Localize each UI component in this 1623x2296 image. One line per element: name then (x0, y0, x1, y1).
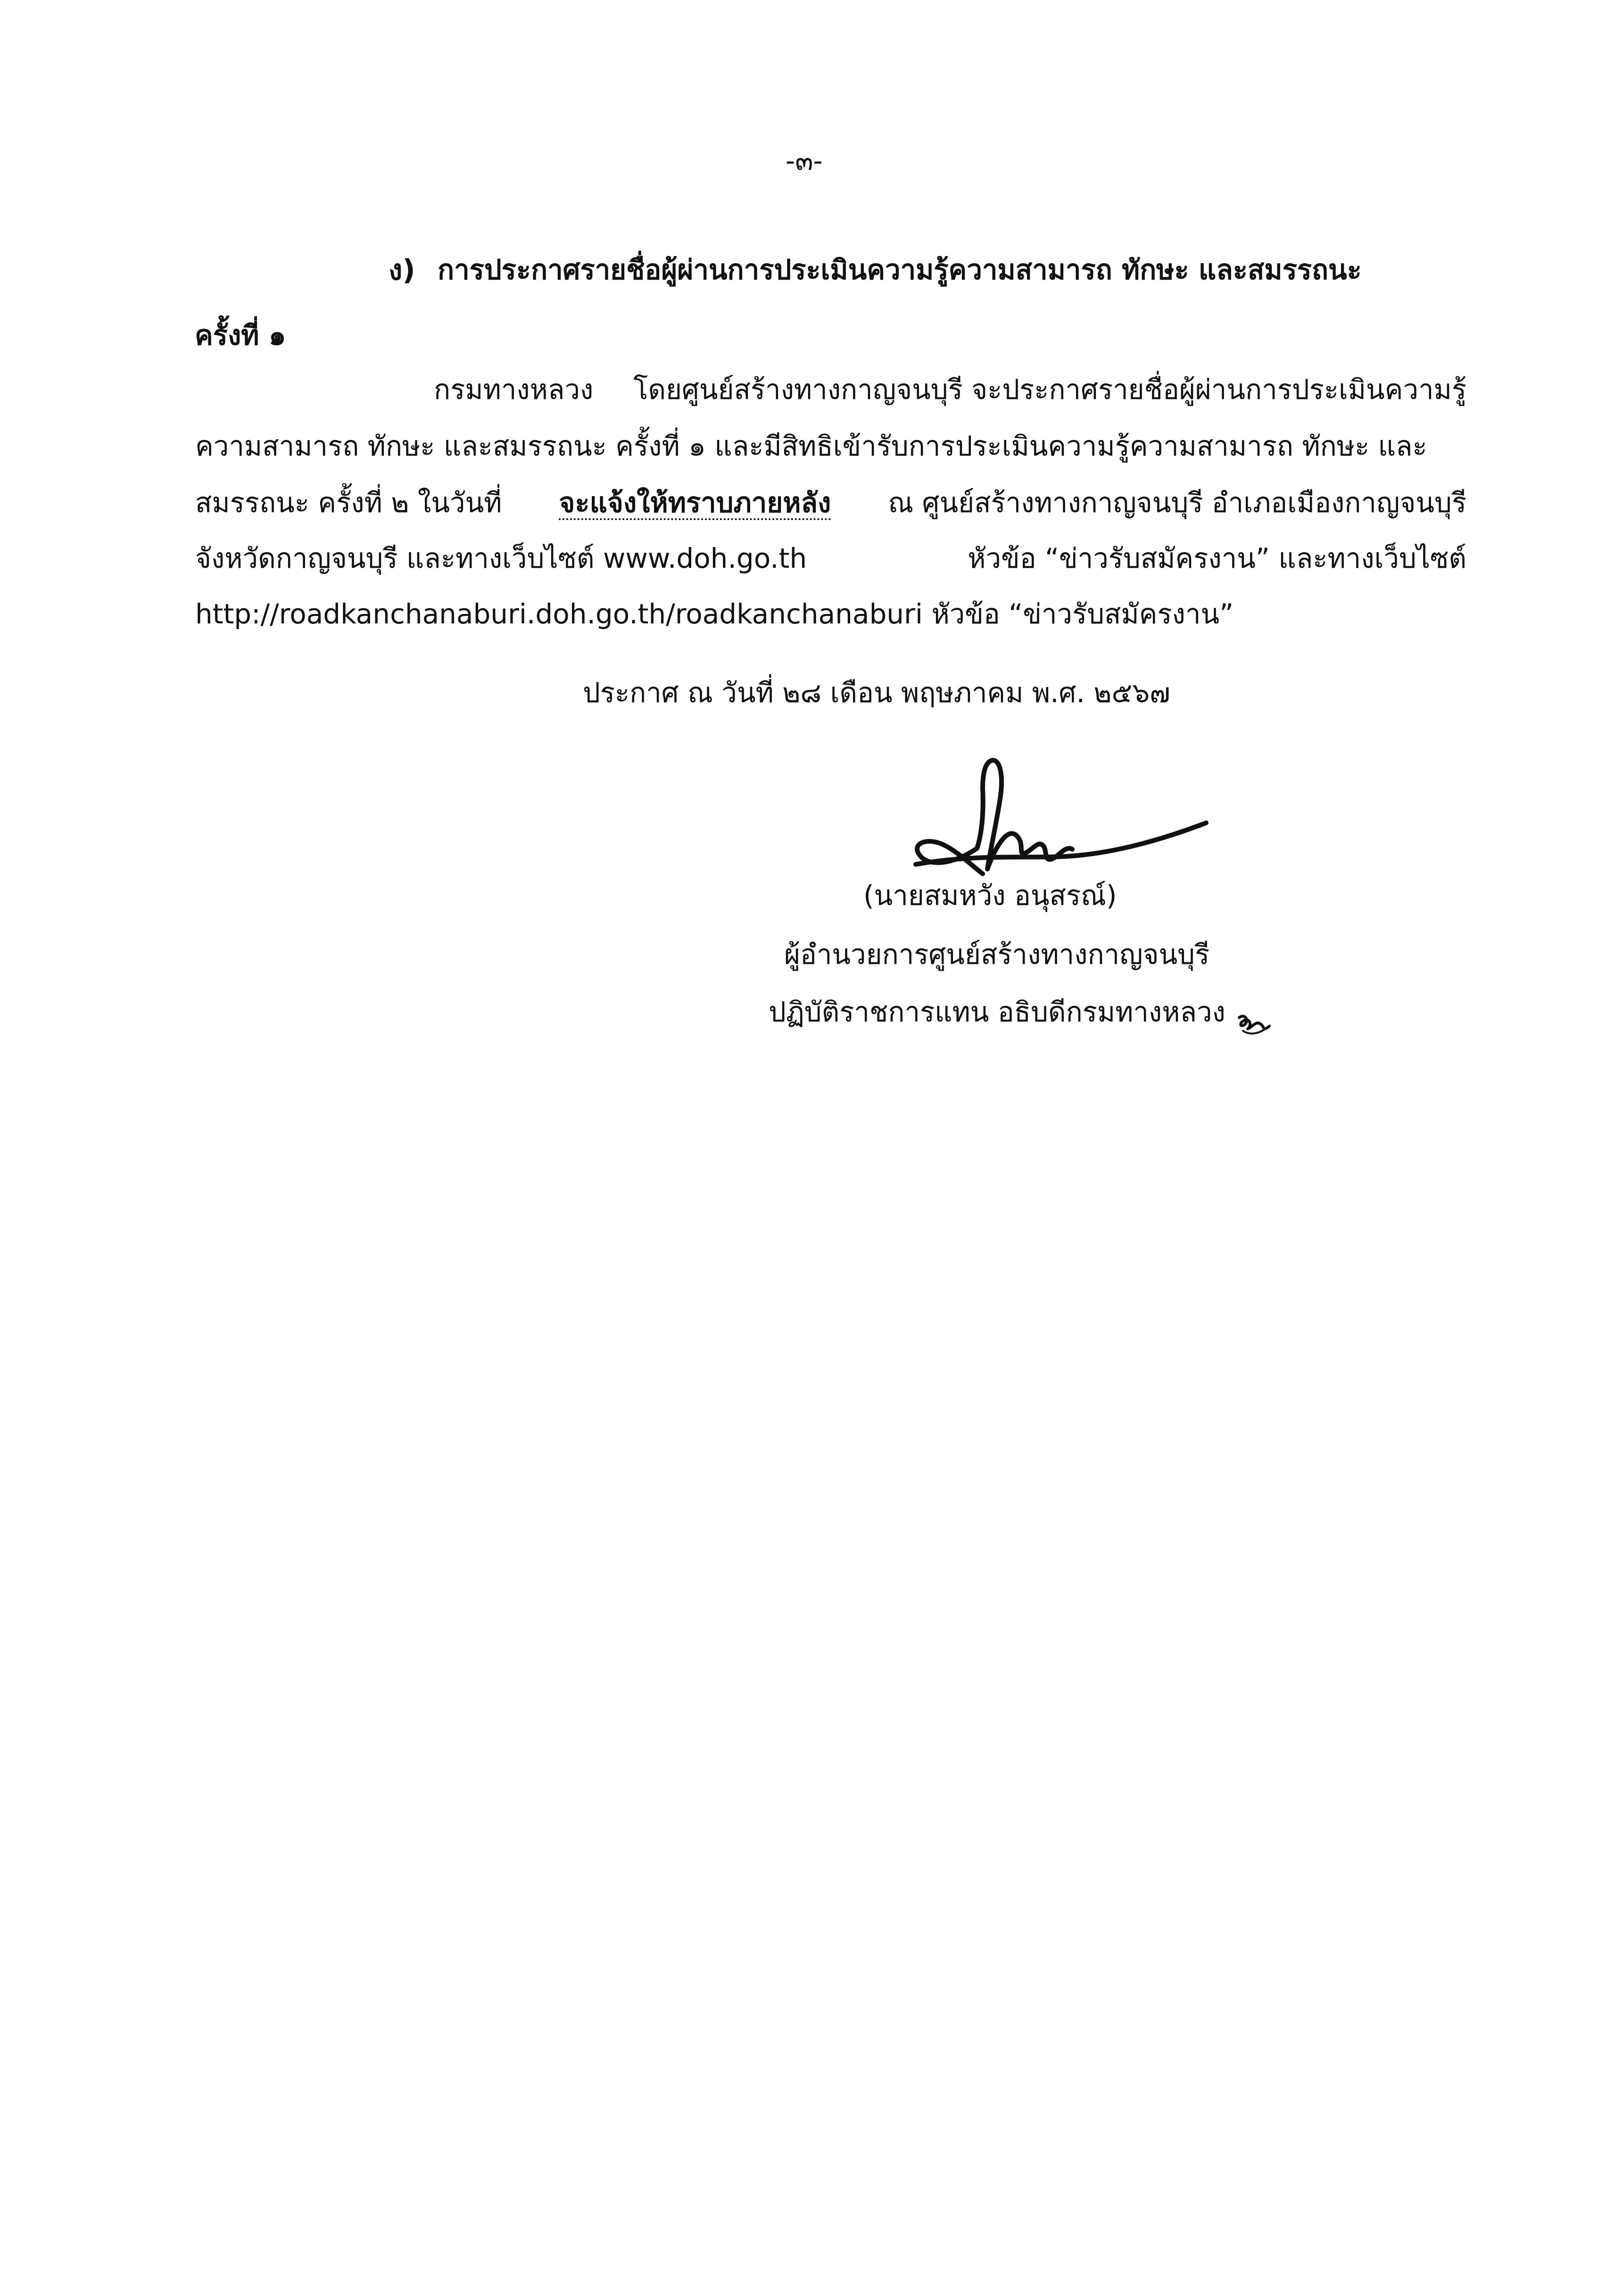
announcement-date: ประกาศ ณ วันที่ ๒๘ เดือน พฤษภาคม พ.ศ. ๒๕๖๗ (583, 677, 1170, 709)
page-number: -๓- (786, 146, 823, 176)
section-heading-continuation: ครั้งที่ ๑ (195, 319, 286, 351)
body-line-2-text: ความสามารถ ทักษะ และสมรรถนะ ครั้งที่ ๑ และมีสิทธิเข้ารับการประเมินความรู้ความสามารถ ทักษะ และ (195, 430, 1427, 462)
body-line-1 (434, 373, 1466, 406)
announcement-date-field: จะแจ้งให้ทราบภายหลัง (559, 487, 831, 519)
body-line-3-before: สมรรถนะ ครั้งที่ ๒ ในวันที่ (195, 487, 502, 519)
signatory-name: (นายสมหวัง อนุสรณ์) (863, 879, 1117, 912)
body-line-4-right: หัวข้อ “ข่าวรับสมัครงาน” และทางเว็บไซต์ (968, 542, 1466, 574)
body-line-2 (195, 432, 1466, 460)
signatory-acting-for: ปฏิบัติราชการแทน อธิบดีกรมทางหลวง (769, 996, 1226, 1028)
signatory-position: ผู้อำนวยการศูนย์สร้างทางกาญจนบุรี (784, 938, 1210, 970)
section-heading-title: การประกาศรายชื่อผู้ผ่านการประเมินความรู้ความสามารถ ทักษะ และสมรรถนะ (438, 254, 1362, 286)
body-line-1-left: กรมทางหลวง (434, 373, 594, 406)
body-line-1-right: โดยศูนย์สร้างทางกาญจนบุรี จะประกาศรายชื่อผู้ผ่านการประเมินความรู้ (633, 373, 1466, 406)
handwritten-signature (900, 752, 1211, 894)
section-heading-number: ง) (389, 254, 415, 287)
body-line-5: http://roadkanchanaburi.doh.go.th/roadkanchanaburi หัวข้อ “ข่าวรับสมัครงาน” (195, 598, 1234, 630)
body-line-4 (195, 542, 1466, 574)
body-line-4-left: จังหวัดกาญจนบุรี และทางเว็บไซต์ www.doh.go.th (195, 542, 807, 574)
body-line-3 (195, 487, 1466, 519)
initial-mark (1236, 1009, 1272, 1036)
body-line-3-after: ณ ศูนย์สร้างทางกาญจนบุรี อำเภอเมืองกาญจนบุรี (888, 487, 1466, 519)
